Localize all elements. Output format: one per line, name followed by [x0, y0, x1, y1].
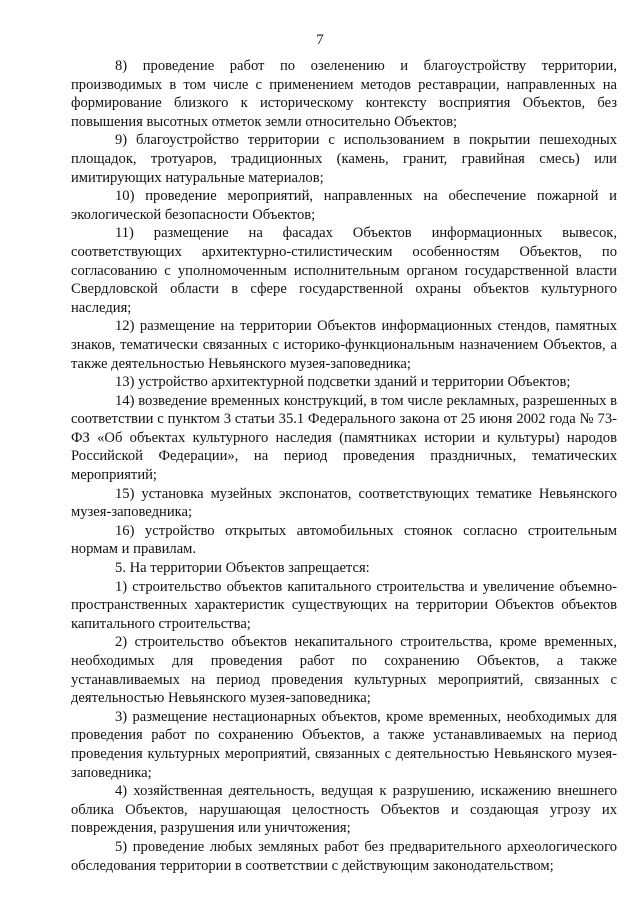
section-heading-5: 5. На территории Объектов запрещается: [115, 560, 370, 577]
page-number: 7 [316, 32, 324, 48]
prohibition-item-4: 4) хозяйственная деятельность, ведущая к разрушению, искажению внешнего облика Объектов, нарушающая целостность Объектов и создающая угрозу их повреждения, разрушения или уничтожения; [71, 783, 617, 837]
paragraph-item-15: 15) установка музейных экспонатов, соответствующих тематике Невьянского музея-заповедника; [71, 485, 617, 521]
paragraph-item-9: 9) благоустройство территории с использованием в покрытии пешеходных площадок, тротуаров, традиционных (камень, гранит, гравийная смесь) или имитирующих натуральные материалов; [71, 132, 617, 186]
paragraph-item-11: 11) размещение на фасадах Объектов информационных вывесок, соответствующих архитектурно-стилистическим особенностям Объектов, по согласованию с уполномоченным исполнительным органом государственной власти Свердловской области в сфере государственной охраны объектов культурного наследия; [71, 225, 617, 316]
paragraph-item-12: 12) размещение на территории Объектов информационных стендов, памятных знаков, тематически связанных с историко-функциональным назначением Объектов, а также деятельностью Невьянского музея-заповедника; [71, 318, 617, 372]
prohibition-item-2: 2) строительство объектов некапитального строительства, кроме временных, необходимых для проведения работ по сохранению Объектов, а также устанавливаемых на период проведения культурных мероприятий, связанных с деятельностью Невьянского музея-заповедника; [71, 634, 617, 707]
paragraph-item-10: 10) проведение мероприятий, направленных на обеспечение пожарной и экологической безопасности Объектов; [71, 188, 617, 223]
prohibition-item-3: 3) размещение нестационарных объектов, кроме временных, необходимых для проведения работ по сохранению Объектов, а также устанавливаемых на период проведения культурных мероприятий, связанных с деятельностью Невьянского музея-заповедника; [71, 708, 617, 781]
prohibition-item-5: 5) проведение любых земляных работ без предварительного археологического обследования территории в соответствии с действующим законодательством; [71, 838, 617, 874]
document-body [71, 57, 617, 875]
paragraph-item-8: 8) проведение работ по озеленению и благоустройству территории, производимых в том числе с применением методов реставрации, направленных на формирование близкого к историческому контексту восприятия Объектов, без повышения высотных отметок земли относительно Объектов; [71, 58, 617, 130]
prohibition-item-1: 1) строительство объектов капитального строительства и увеличение объемно-пространственных характеристик существующих на территории Объектов объектов капитального строительства; [71, 578, 617, 632]
paragraph-item-16: 16) устройство открытых автомобильных стоянок согласно строительным нормам и правилам. [71, 522, 617, 558]
paragraph-item-13: 13) устройство архитектурной подсветки зданий и территории Объектов; [115, 374, 571, 391]
paragraph-item-14: 14) возведение временных конструкций, в том числе рекламных, разрешенных в соответствии с пунктом 3 статьи 35.1 Федерального закона от 25 июня 2002 года № 73-ФЗ «Об объектах культурного наследия (памятниках истории и культуры) народов Российской Федерации», на период проведения праздничных, тематических мероприятий; [71, 392, 617, 484]
